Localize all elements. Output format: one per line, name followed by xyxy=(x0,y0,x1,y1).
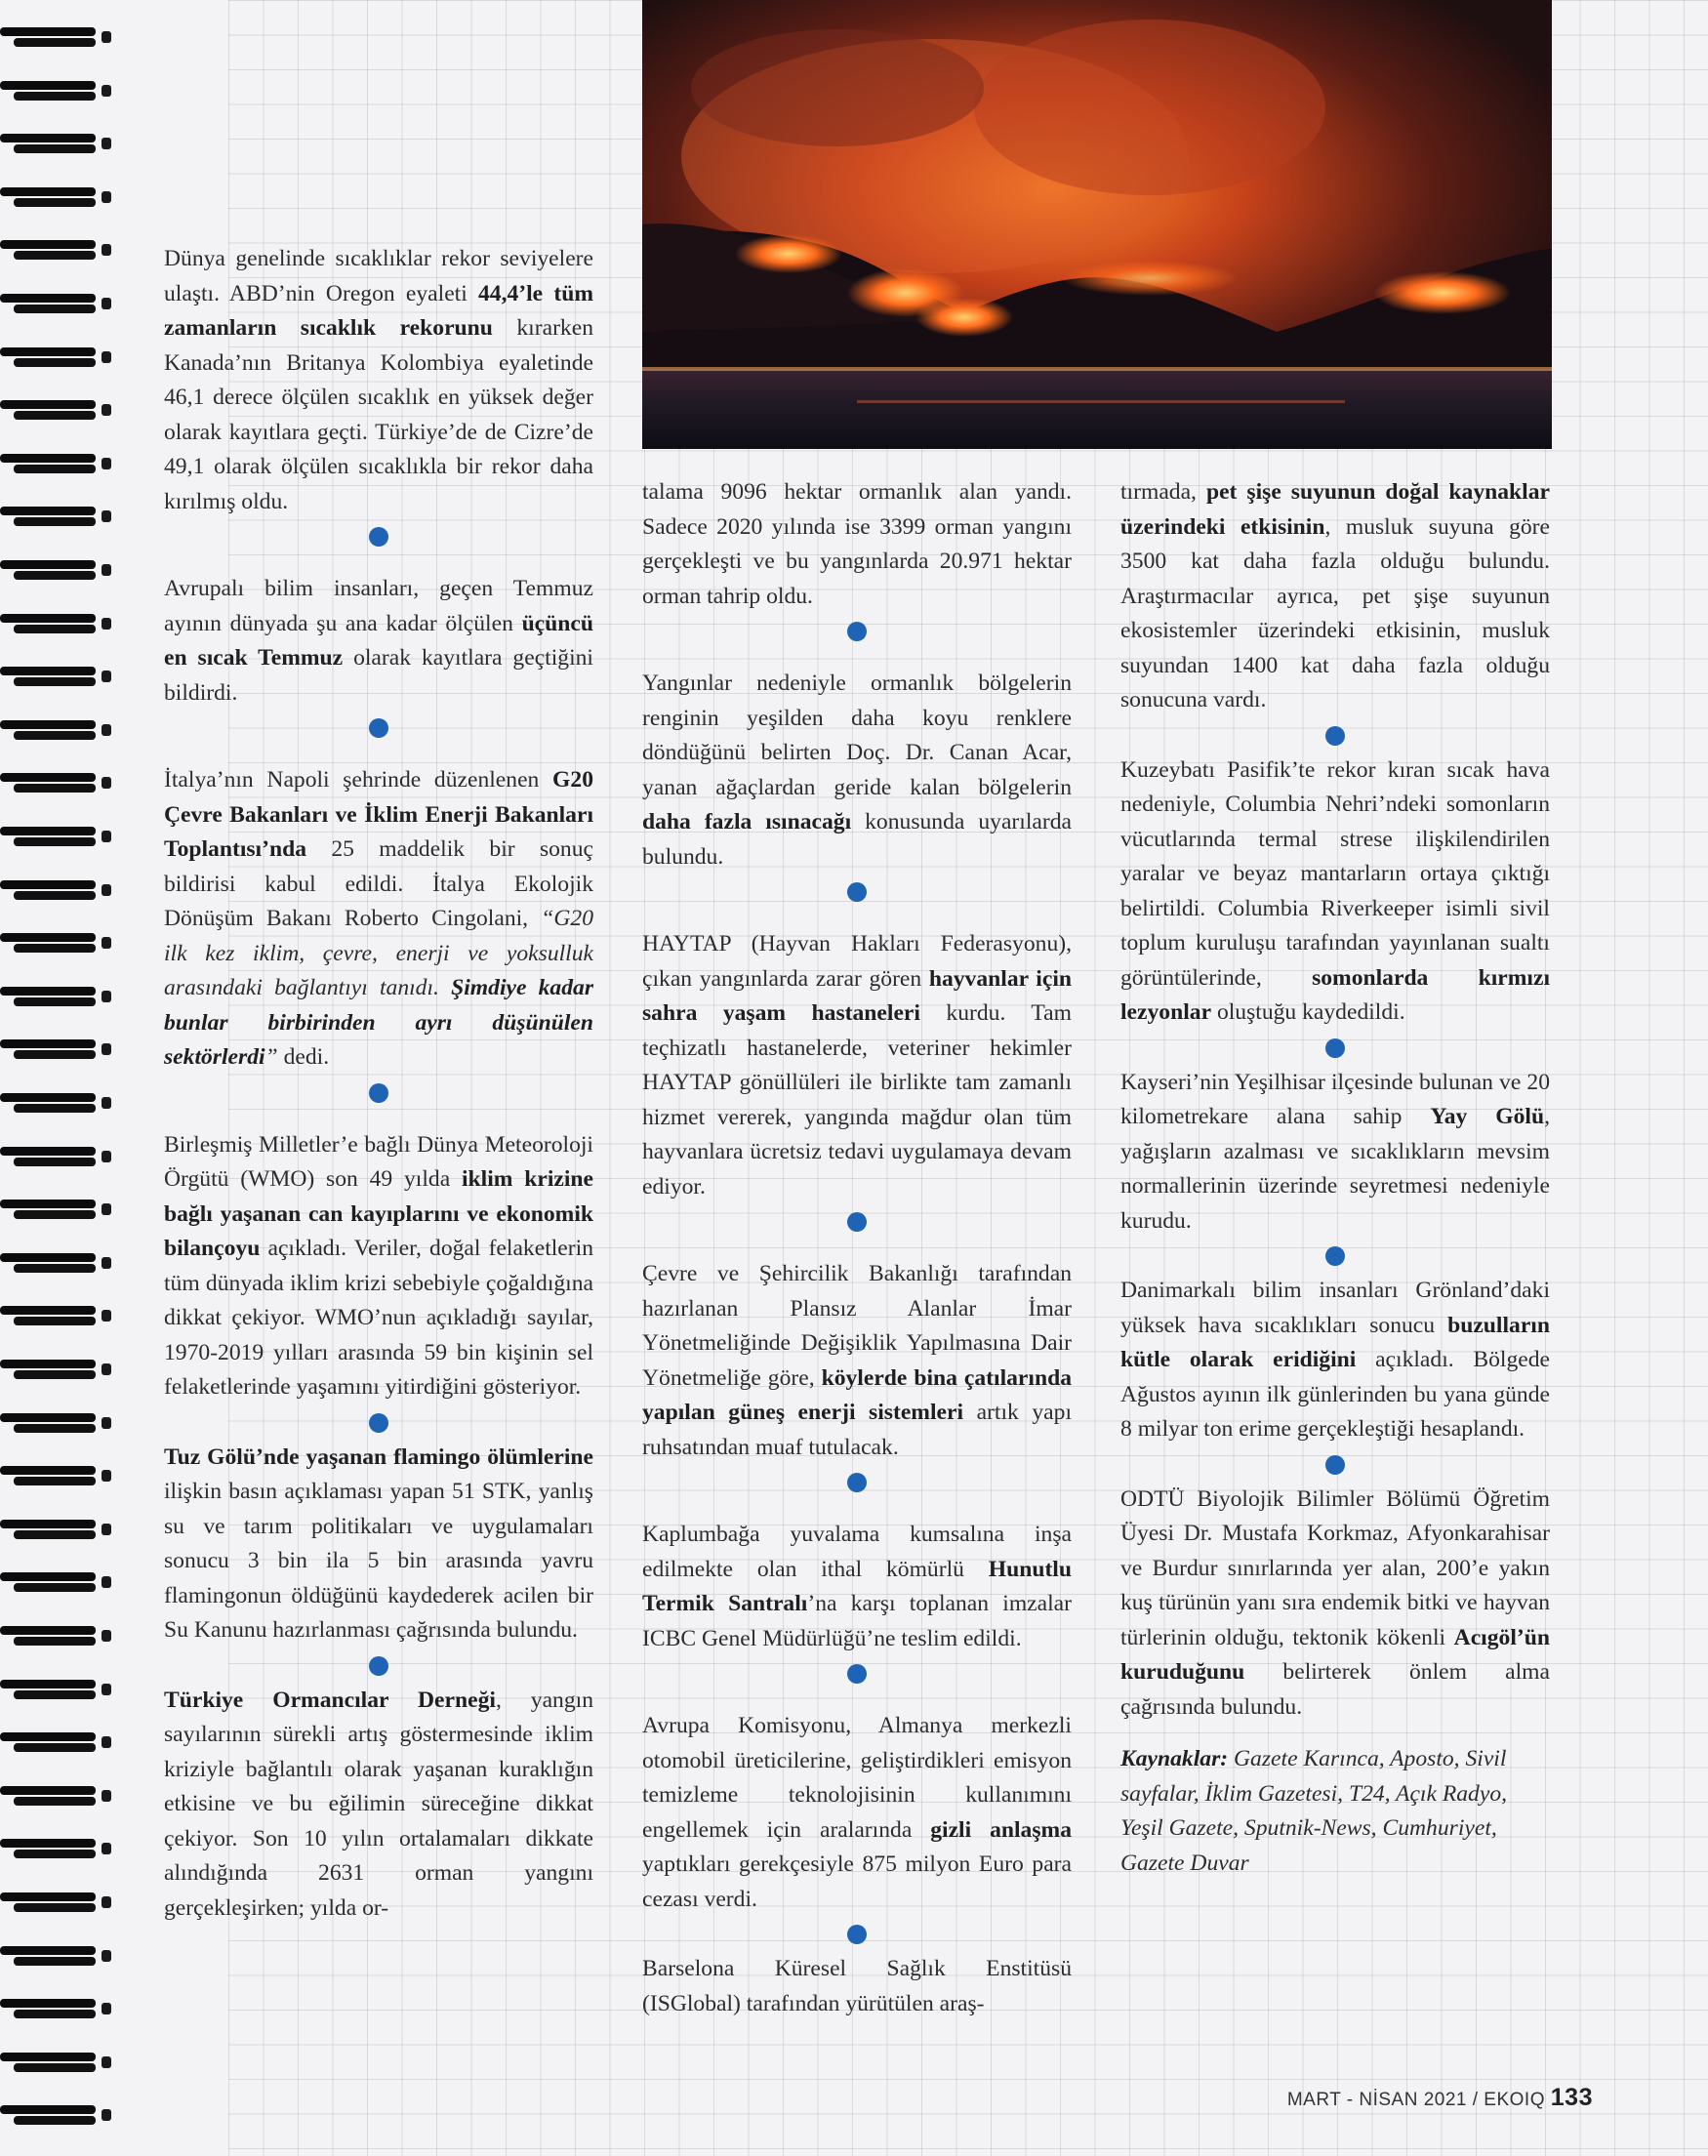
bullet-dot xyxy=(847,622,867,641)
spiral-ring xyxy=(0,1306,115,1325)
text: , musluk suyuna göre 3500 kat daha fazla olduğu bulundu. Araştırmacılar ayrıca, pet şişe suyunun ekosistemler üzerindeki etkisinin, musluk suyundan 1400 kat daha fazla olduğu sonucuna vardı. xyxy=(1120,513,1550,712)
text: kurdu. Tam teçhizatlı hastanelerde, veteriner hekimler HAYTAP gönüllüleri ile birlikte tam zamanlı hizmet vererek, yangında mağdur olan tüm hayvanlara ücretsiz tedavi uygulamaya devam ediyor. xyxy=(642,1000,1073,1200)
text: oluştuğu kaydedildi. xyxy=(1211,999,1405,1025)
column-2 xyxy=(642,475,1072,2021)
spiral-ring xyxy=(0,773,115,793)
forest-fire-photo xyxy=(642,0,1552,449)
bold-text: pet şişe suyunun doğal kaynaklar üzerindeki etkisinin xyxy=(1120,479,1550,540)
spiral-ring xyxy=(0,240,115,260)
bullet-dot xyxy=(847,1473,867,1492)
bold-text: Tuz Gölü’nde yaşanan flamingo ölümlerine xyxy=(164,1444,593,1470)
column-3 xyxy=(1120,475,1550,1881)
text: İtalya’nın Napoli şehrinde düzenlenen xyxy=(164,767,553,793)
text: Danimarkalı bilim insanları Grönland’daki yüksek hava sıcaklıkları sonucu xyxy=(1120,1278,1550,1338)
spiral-ring xyxy=(0,1572,115,1592)
text: dedi. xyxy=(277,1044,330,1070)
spiral-ring xyxy=(0,987,115,1006)
column-1 xyxy=(164,242,593,1926)
spiral-ring xyxy=(0,880,115,900)
bold-text: Hunutlu Termik Santralı xyxy=(642,1556,1072,1616)
bullet-dot xyxy=(369,1413,388,1433)
bullet-dot xyxy=(369,1083,388,1103)
bold-quote-text: Şimdiye kadar bunlar birbirinden ayrı düşünülen sektörlerdi xyxy=(164,975,594,1070)
bold-text: Acıgöl’ün kuruduğunu xyxy=(1120,1624,1550,1685)
text: Kaplumbağa yuvalama kumsalına inşa edilmekte olan ithal kömürlü xyxy=(642,1522,1072,1582)
spiral-ring xyxy=(0,2105,115,2125)
text: , yağışların azalması ve sıcaklıkların mevsim normallerinin üzerinde seyretmesi nedeniyle kurudu. xyxy=(1120,1104,1550,1234)
spiral-ring xyxy=(0,827,115,846)
spiral-ring xyxy=(0,933,115,953)
spiral-ring xyxy=(0,1626,115,1646)
bold-text: gizli anlaşma xyxy=(930,1816,1072,1843)
bullet-dot xyxy=(369,718,388,738)
bold-text: buzulların kütle olarak eridiğini xyxy=(1120,1312,1550,1372)
bold-text: üçüncü en sıcak Temmuz xyxy=(164,610,593,671)
bullet-dot xyxy=(847,1664,867,1684)
spiral-ring xyxy=(0,1200,115,1219)
text: Birleşmiş Milletler’e bağlı Dünya Meteoroloji Örgütü (WMO) son 49 yılda xyxy=(164,1131,593,1192)
text: kırarken Kanada’nın Britanya Kolombiya eyaletinde 46,1 derece ölçülen sıcaklık en yüksek değer olarak kayıtlara geçti. Türkiye’de de Cizre’de 49,1 olarak ölçülen sıcaklıkla bir rekor daha kırılmış oldu. xyxy=(164,315,593,514)
paragraph-forest-area: talama 9096 hektar ormanlık alan yandı. Sadece 2020 yılında ise 3399 orman yangını gerçekleşti ve bu yangınlarda 20.971 hektar orman tahrip oldu. xyxy=(642,479,1072,609)
text: açıkladı. Veriler, doğal felaketlerin tüm dünyada iklim krizi sebebiyle çoğaldığına dikkat çekiyor. WMO’nun açıkladığı sayılar, 1970-2019 yılları arasında 59 bin kişinin sel felaketlerinde yaşamını yitirdiğini gösteriyor. xyxy=(164,1236,593,1400)
spiral-binding xyxy=(0,0,156,2156)
text: açıkladı. Bölgede Ağustos ayının ilk günlerinden bu yana günde 8 milyar ton erime gerçekleştiği hesaplandı. xyxy=(1120,1347,1551,1442)
spiral-ring xyxy=(0,1360,115,1379)
sources xyxy=(1120,1742,1550,1881)
paragraph-wmo-report xyxy=(164,1128,593,1405)
paragraph-acigol xyxy=(1120,1483,1550,1726)
spiral-ring xyxy=(0,1946,115,1966)
spiral-ring xyxy=(0,1466,115,1485)
spiral-ring xyxy=(0,1413,115,1433)
text: Avrupalı bilim insanları, geçen Temmuz ayının dünyada şu ana kadar ölçülen xyxy=(164,576,593,636)
bold-text: köylerde bina çatılarında yapılan güneş enerji sistemleri xyxy=(642,1364,1072,1425)
paragraph-haytap xyxy=(642,927,1072,1204)
paragraph-g20-meeting xyxy=(164,763,593,1076)
paragraph-burnt-areas xyxy=(642,667,1072,875)
bold-text: iklim krizine bağlı yaşanan can kayıplarını ve ekonomik bilançoyu xyxy=(164,1166,593,1261)
text: ODTÜ Biyolojik Bilimler Bölümü Öğretim Üyesi Dr. Mustafa Korkmaz, Afyonkarahisar ve Burdur sınırlarında yer alan, 200’e yakın kuş türünün yanı sıra endemik bitki ve hayvan türlerinin olduğu, tektonik kökenli xyxy=(1120,1485,1550,1650)
paragraph-greenland-ice xyxy=(1120,1274,1550,1447)
spiral-ring xyxy=(0,720,115,740)
spiral-ring xyxy=(0,667,115,686)
paragraph-foresters-association xyxy=(164,1684,593,1927)
paragraph-hunutlu-plant xyxy=(642,1518,1072,1656)
text: ilişkin basın açıklaması yapan 51 STK, yanlış su ve tarım politikaları ve uygulamaları sonucu 3 bin ila 5 bin arasında yavru flamingonun öldüğünü kaydederek acilen bir Su Kanunu hazırlanması çağrısında bulundu. xyxy=(164,1479,593,1643)
bold-text: Yay Gölü xyxy=(1430,1104,1545,1129)
spiral-ring xyxy=(0,1839,115,1858)
spiral-ring xyxy=(0,614,115,633)
paragraph-july-record xyxy=(164,572,593,711)
text: Avrupa Komisyonu, Almanya merkezli otomobil üreticilerine, geliştirdikleri emisyon temizleme teknolojisinin kullanımını engellemek için aralarında xyxy=(642,1713,1072,1843)
text: olarak kayıtlara geçtiğini bildirdi. xyxy=(164,645,593,706)
spiral-ring xyxy=(0,187,115,207)
paragraph-solar-regulation xyxy=(642,1257,1072,1465)
bold-text: Türkiye Ormancılar Derneği xyxy=(164,1687,496,1713)
spiral-ring xyxy=(0,454,115,473)
text: yaptıkları gerekçesiyle 875 milyon Euro para cezası verdi. xyxy=(642,1851,1072,1912)
spiral-ring xyxy=(0,81,115,101)
quote-text: ” xyxy=(264,1044,278,1070)
text: artık yapı ruhsatından muaf tutulacak. xyxy=(642,1400,1073,1460)
text: ’na karşı toplanan imzalar ICBC Genel Müdürlüğü’ne teslim edildi. xyxy=(642,1591,1072,1651)
paragraph-bottled-water xyxy=(1120,475,1550,718)
bullet-dot xyxy=(1325,1038,1345,1058)
bullet-dot xyxy=(847,1212,867,1232)
paragraph-oregon-record xyxy=(164,242,593,519)
paragraph-yay-lake xyxy=(1120,1066,1550,1240)
bullet-dot xyxy=(847,1925,867,1944)
spiral-ring xyxy=(0,27,115,47)
spiral-ring xyxy=(0,560,115,580)
quote-text: “G20 ilk kez iklim, çevre, enerji ve yoksulluk arasındaki bağlantıyı tanıdı. xyxy=(164,906,593,1000)
spiral-ring xyxy=(0,1786,115,1806)
spiral-ring xyxy=(0,294,115,313)
spiral-ring xyxy=(0,1999,115,2018)
bold-text: 44,4’le tüm zamanların sıcaklık rekorunu xyxy=(164,280,593,341)
paragraph-eu-fine xyxy=(642,1709,1072,1917)
bullet-dot xyxy=(1325,726,1345,746)
sources-list: Gazete Karınca, Aposto, Sivil sayfalar, İklim Gazetesi, T24, Açık Radyo, Yeşil Gazete, Sputnik-News, Cumhuriyet, Gazete Duvar xyxy=(1120,1746,1508,1876)
text: belirterek önlem alma çağrısında bulundu. xyxy=(1120,1659,1550,1720)
spiral-ring xyxy=(0,1093,115,1113)
text: Yangınlar nedeniyle ormanlık bölgelerin renginin yeşilden daha koyu renklere döndüğünü belirten Doç. Dr. Canan Acar, yanan ağaçlardan geride kalan bölgelerin xyxy=(642,671,1072,800)
text: HAYTAP (Hayvan Hakları Federasyonu), çıkan yangınlarda zarar gören xyxy=(642,931,1072,992)
bold-text: hayvanlar için sahra yaşam hastaneleri xyxy=(642,965,1073,1026)
text: tırmada, xyxy=(1120,479,1206,505)
paragraph-flamingo-deaths xyxy=(164,1441,593,1648)
bullet-dot xyxy=(1325,1246,1345,1266)
page-footer xyxy=(1287,2084,1593,2112)
text: Kuzeybatı Pasifik’te rekor kıran sıcak hava nedeniyle, Columbia Nehri’ndeki somonların vücutlarında termal strese ilişkilendirilen yaralar ve beyaz mantarların ortaya çıktığı belirtildi. Columbia Riverkeeper isimli sivil toplum kuruluşu tarafından yayınlanan sualtı görüntülerinde, xyxy=(1120,756,1550,991)
spiral-ring xyxy=(0,2053,115,2072)
issue-label: MART - NİSAN 2021 / EKOIQ xyxy=(1286,2090,1545,2110)
bold-text: daha fazla ısınacağı xyxy=(642,809,852,834)
spiral-ring xyxy=(0,1892,115,1912)
text: 25 maddelik bir sonuç bildirisi kabul edildi. İtalya Ekolojik Dönüşüm Bakanı Roberto Cingolani, xyxy=(164,836,593,931)
text: , yangın sayılarının sürekli artış göstermesinde iklim kriziyle bağlantılı olarak yaşanan kuraklığın etkisine ve bu eğilimin süreceğine dikkat çekiyor. Son 10 yılın ortalamaları dikkate alındığında 2631 orman yangını gerçekleşirken; yılda or- xyxy=(164,1687,594,1921)
bullet-dot xyxy=(847,882,867,902)
bold-text: G20 Çevre Bakanları ve İklim Enerji Bakanları Toplantısı’nda xyxy=(164,767,593,862)
sources-label: Kaynaklar: xyxy=(1120,1746,1229,1771)
bullet-dot xyxy=(369,1656,388,1676)
page-number: 133 xyxy=(1550,2084,1593,2111)
spiral-ring xyxy=(0,134,115,153)
spiral-ring xyxy=(0,1039,115,1059)
spiral-ring xyxy=(0,347,115,367)
bold-text: somonlarda kırmızı lezyonlar xyxy=(1120,964,1550,1025)
spiral-ring xyxy=(0,1253,115,1273)
bullet-dot xyxy=(369,527,388,547)
paragraph-isglobal: Barselona Küresel Sağlık Enstitüsü (ISGlobal) tarafından yürütülen araş- xyxy=(642,1956,1072,2016)
text: Kayseri’nin Yeşilhisar ilçesinde bulunan ve 20 kilometrekare alana sahip xyxy=(1120,1069,1550,1129)
text: Çevre ve Şehircilik Bakanlığı tarafından hazırlanan Plansız Alanlar İmar Yönetmeliğinde Değişiklik Yapılmasına Dair Yönetmeliğe göre, xyxy=(642,1261,1072,1391)
text: Dünya genelinde sıcaklıklar rekor seviyelere ulaştı. ABD’nin Oregon eyaleti xyxy=(164,246,593,306)
spiral-ring xyxy=(0,1147,115,1166)
spiral-ring xyxy=(0,400,115,420)
bullet-dot xyxy=(1325,1455,1345,1475)
spiral-ring xyxy=(0,1520,115,1539)
spiral-ring xyxy=(0,507,115,526)
text: konusunda uyarılarda bulundu. xyxy=(642,809,1072,870)
paragraph-salmon-lesions xyxy=(1120,753,1550,1031)
spiral-ring xyxy=(0,1732,115,1752)
spiral-ring xyxy=(0,1680,115,1699)
